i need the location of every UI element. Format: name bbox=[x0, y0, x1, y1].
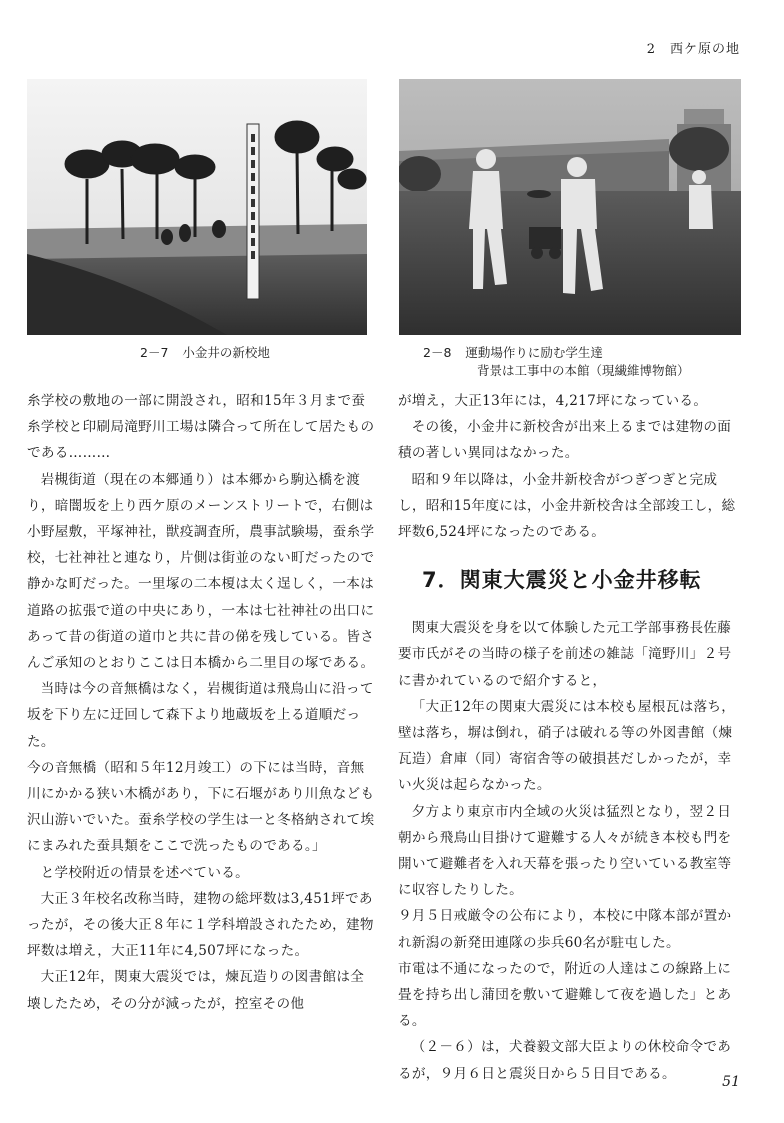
paragraph: 大正３年校名改称当時，建物の総坪数は3,451坪であったが，その後大正８年に１学科増設されたため，建物坪数は増え，大正11年に4,507坪になった。 bbox=[27, 890, 374, 960]
photo-students-field-work bbox=[399, 79, 741, 335]
paragraph: と学校附近の情景を述べている。 bbox=[40, 864, 249, 881]
paragraph: 糸学校の敷地の一部に開設され，昭和15年３月まで蚕糸学校と印刷局滝野川工場は隣合って所在して居たものである……… bbox=[27, 393, 375, 462]
right-text-column bbox=[398, 388, 743, 1087]
paragraph: 当時は今の音無橋はなく，岩槻街道は飛鳥山に沿って坂を下り左に迂回して森下より地蔵坂を上る道順だった。 bbox=[27, 681, 374, 750]
page-number: 51 bbox=[722, 1074, 740, 1090]
figure-caption-2-8 bbox=[423, 344, 753, 380]
figure-caption-subtext: 背景は工事中の本館（現繊維博物館） bbox=[477, 363, 690, 378]
paragraph: 関東大震災を身を以て体験した元工学部事務長佐藤要市氏がその当時の様子を前述の雑誌「滝野川」２号に書かれているので紹介すると， bbox=[398, 620, 732, 689]
paragraph: 大正12年，関東大震災では，煉瓦造りの図書館は全壊したため，その分が減ったが，控室その他 bbox=[27, 969, 365, 1012]
paragraph: 岩槻街道（現在の本郷通り）は本郷から駒込橋を渡り，暗闇坂を上り西ケ原のメーンストリートで，右側は小野屋敷，平塚神社，獣疫調査所，農事試験場，蚕糸学校，七社神社と連なり，片側は街並のない町だったので静かな町だった。一里塚の二本榎は太く逞しく，一本は道路の拡張で道の中央にあり，一本は七社神社の出口にあって昔の街道の道巾と共に昔の俤を残している。皆さんご承知のとおりここは日本橋から二里目の塚である。 bbox=[27, 471, 375, 672]
photo-new-campus-image bbox=[27, 79, 367, 335]
paragraph: （２－６）は，犬養毅文部大臣よりの休校命令であるが，９月６日と震災日から５日目である。 bbox=[398, 1039, 732, 1082]
paragraph: が増え，大正13年には，4,217坪になっている。 bbox=[398, 393, 708, 409]
photo-students-image bbox=[399, 79, 741, 335]
paragraph: その後，小金井に新校舎が出来上るまでは建物の面積の著しい異同はなかった。 bbox=[398, 419, 732, 462]
figure-caption-2-7 bbox=[140, 344, 370, 362]
photo-new-campus-site bbox=[27, 79, 367, 335]
figure-caption-text: 運動場作りに励む学生達 bbox=[465, 345, 603, 360]
figure-number: 2－7 bbox=[140, 345, 169, 360]
paragraph: 「大正12年の関東大震災には本校も屋根瓦は落ち，壁は落ち，塀は倒れ，硝子は破れる等の外図書館（煉瓦造）倉庫（同）寄宿舎等の破損甚だしかったが，幸い火災は起らなかった。 bbox=[398, 698, 736, 794]
paragraph: 市電は不通になったので，附近の人達はこの線路上に畳を持ち出し蒲団を敷いて避難して夜を過した」とある。 bbox=[398, 960, 732, 1030]
paragraph: 昭和９年以降は，小金井新校舎がつぎつぎと完成し，昭和15年度には，小金井新校舎は全部竣工し，総坪数6,524坪になったのである。 bbox=[398, 471, 736, 541]
section-heading: 7．関東大震災と小金井移転 bbox=[422, 568, 702, 593]
paragraph: ９月５日戒厳令の公布により，本校に中隊本部が置かれ新潟の新発田連隊の歩兵60名が駐屯した。 bbox=[398, 908, 732, 951]
paragraph: 夕方より東京市内全域の火災は猛烈となり，翌２日朝から飛鳥山目掛けて避難する人々が続き本校も門を開いて避難者を入れ天幕を張ったり空いている教室等に収容したりした。 bbox=[398, 803, 732, 899]
running-header: 2 西ケ原の地 bbox=[646, 42, 740, 57]
left-text-column bbox=[27, 388, 375, 1017]
paragraph: 今の音無橋（昭和５年12月竣工）の下には当時，音無川にかかる狭い木橋があり，下に石堰があり川魚なども沢山游いでいた。蚕糸学校の学生は一と冬格納されて埃にまみれた蚕具類をここで洗ったものである。」 bbox=[27, 759, 375, 855]
figure-number: 2－8 bbox=[423, 345, 452, 360]
figure-caption-text: 小金井の新校地 bbox=[182, 345, 270, 360]
